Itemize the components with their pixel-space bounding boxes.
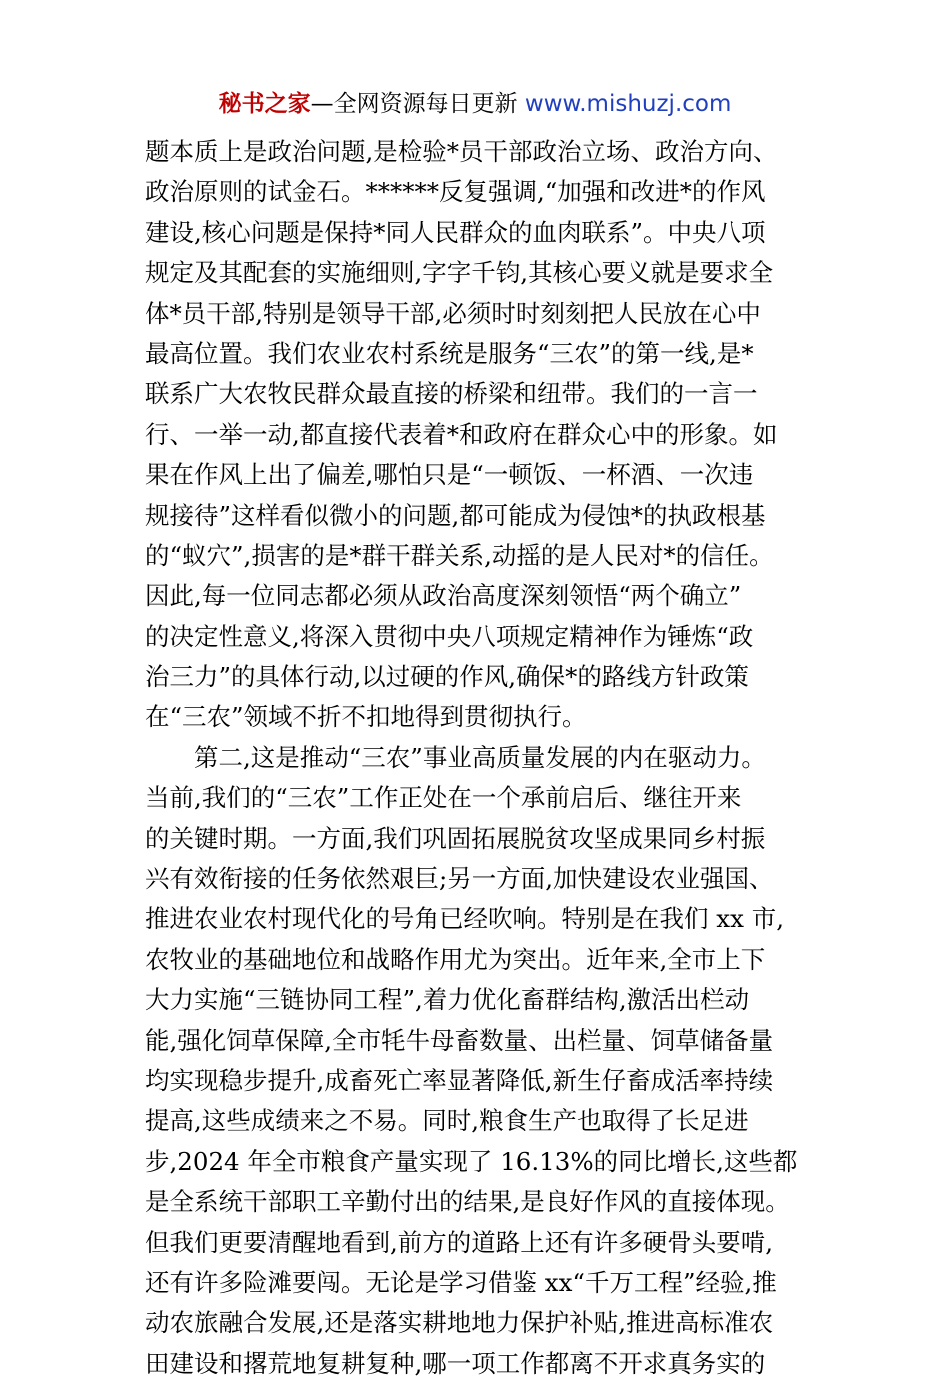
- text-line: 是全系统干部职工辛勤付出的结果,是良好作风的直接体现。: [145, 1187, 790, 1217]
- text-line: 体*员干部,特别是领导干部,必须时时刻刻把人民放在心中: [145, 298, 761, 328]
- text-line: 的决定性意义,将深入贯彻中央八项规定精神作为锤炼“政: [145, 621, 754, 651]
- text-line: 兴有效衔接的任务依然艰巨;另一方面,加快建设农业强国、: [145, 864, 774, 894]
- text-line: 政治原则的试金石。******反复强调,“加强和改进*的作风: [145, 177, 766, 207]
- text-line: 在“三农”领域不折不扣地得到贯彻执行。: [145, 702, 587, 732]
- text-line: 动农旅融合发展,还是落实耕地地力保护补贴,推进高标准农: [145, 1308, 774, 1338]
- text-line: 的关键时期。一方面,我们巩固拓展脱贫攻坚成果同乡村振: [145, 823, 766, 853]
- text-line: 建设,核心问题是保持*同人民群众的血肉联系”。中央八项: [145, 217, 766, 247]
- text-line: 治三力”的具体行动,以过硬的作风,确保*的路线方针政策: [145, 662, 749, 692]
- site-url-link[interactable]: www.mishuzj.com: [524, 91, 732, 117]
- text-line: 能,强化饲草保障,全市牦牛母畜数量、出栏量、饲草储备量: [145, 1025, 774, 1055]
- brand-name: 秘书之家: [218, 91, 311, 117]
- text-line: 田建设和撂荒地复耕复种,哪一项工作都离不开求真务实的: [145, 1348, 766, 1378]
- text-line: 推进农业农村现代化的号角已经吹响。特别是在我们 xx 市,: [145, 904, 784, 934]
- text-line: 大力实施“三链协同工程”,着力优化畜群结构,激活出栏动: [145, 985, 750, 1015]
- text-line: 规接待”这样看似微小的问题,都可能成为侵蚀*的执政根基: [145, 500, 766, 530]
- document-body: [145, 132, 811, 1384]
- text-line: 但我们更要清醒地看到,前方的道路上还有许多硬骨头要啃,: [145, 1227, 774, 1257]
- text-line: 还有许多险滩要闯。无论是学习借鉴 xx“千万工程”经验,推: [145, 1267, 777, 1297]
- text-line: 果在作风上出了偏差,哪怕只是“一顿饭、一杯酒、一次违: [145, 460, 754, 490]
- text-line: 联系广大农牧民群众最直接的桥梁和纽带。我们的一言一: [145, 379, 758, 409]
- text-line: 农牧业的基础地位和战略作用尤为突出。近年来,全市上下: [145, 944, 766, 974]
- text-line: 最高位置。我们农业农村系统是服务“三农”的第一线,是*: [145, 338, 754, 368]
- site-header: [0, 88, 950, 120]
- text-line: 的“蚁穴”,损害的是*群干群关系,动摇的是人民对*的信任。: [145, 540, 774, 570]
- text-line: 提高,这些成绩来之不易。同时,粮食生产也取得了长足进: [145, 1106, 749, 1136]
- text-line: 均实现稳步提升,成畜死亡率显著降低,新生仔畜成活率持续: [145, 1065, 774, 1095]
- paragraph-start-line: 第二,这是推动“三农”事业高质量发展的内在驱动力。: [145, 742, 766, 772]
- text-line: 当前,我们的“三农”工作正处在一个承前启后、继往开来: [145, 783, 742, 813]
- text-line: 规定及其配套的实施细则,字字千钧,其核心要义就是要求全: [145, 258, 774, 288]
- header-tagline: —全网资源每日更新: [310, 91, 518, 117]
- text-line: 因此,每一位同志都必须从政治高度深刻领悟“两个确立”: [145, 581, 742, 611]
- text-line: 行、一举一动,都直接代表着*和政府在群众心中的形象。如: [145, 419, 778, 449]
- text-line: 步,2024 年全市粮食产量实现了 16.13%的同比增长,这些都: [145, 1146, 798, 1176]
- text-line: 题本质上是政治问题,是检验*员干部政治立场、政治方向、: [145, 137, 778, 166]
